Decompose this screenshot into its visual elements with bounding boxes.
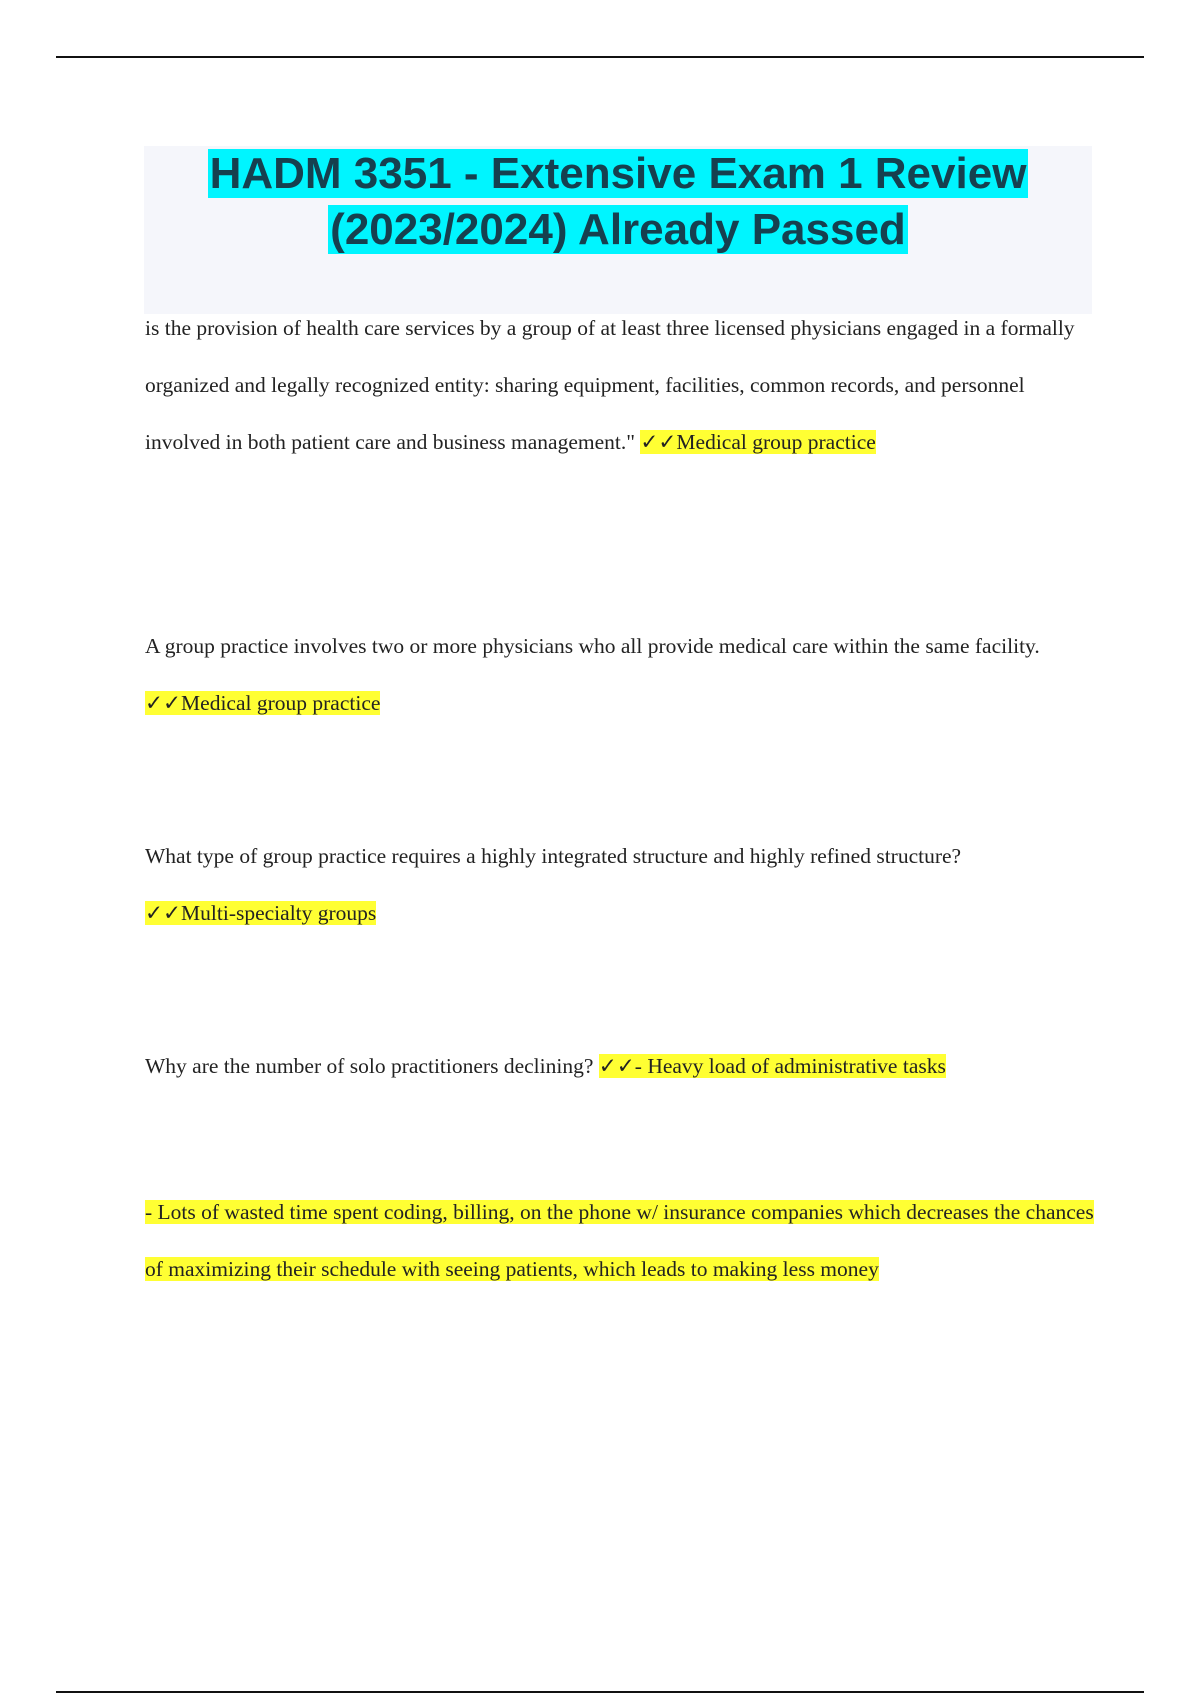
question-text: A group practice involves two or more physicians who all provide medical care within the same facility. (145, 634, 1040, 658)
question-text: Why are the number of solo practitioners declining? (145, 1054, 594, 1078)
answer-continuation (145, 1184, 1095, 1298)
top-rule (56, 56, 1144, 58)
question-text: What type of group practice requires a highly integrated structure and highly refined structure? (145, 844, 962, 868)
answer-highlight: ✓✓Multi-specialty groups (145, 901, 377, 925)
qa-item (145, 828, 1095, 942)
document-title: HADM 3351 - Extensive Exam 1 Review (2023/2024) Already Passed (209, 149, 1027, 254)
answer-continuation-text: - Lots of wasted time spent coding, billing, on the phone w/ insurance companies which decreases the chances of maximizing their schedule with seeing patients, which leads to making less money (145, 1200, 1094, 1281)
answer-highlight: ✓✓Medical group practice (640, 430, 876, 454)
answer-highlight: ✓✓- Heavy load of administrative tasks (598, 1054, 946, 1078)
bottom-rule (56, 1691, 1144, 1693)
qa-item (145, 300, 1095, 471)
title-banner (144, 146, 1092, 314)
qa-item (145, 618, 1095, 732)
qa-item (145, 1038, 1095, 1095)
question-text: is the provision of health care services by a group of at least three licensed physicians engaged in a formally organized and legally recognized entity: sharing equipment, facilities, common records, and personnel involved in both patient care and business management." (145, 316, 1075, 454)
answer-highlight: ✓✓Medical group practice (145, 691, 381, 715)
